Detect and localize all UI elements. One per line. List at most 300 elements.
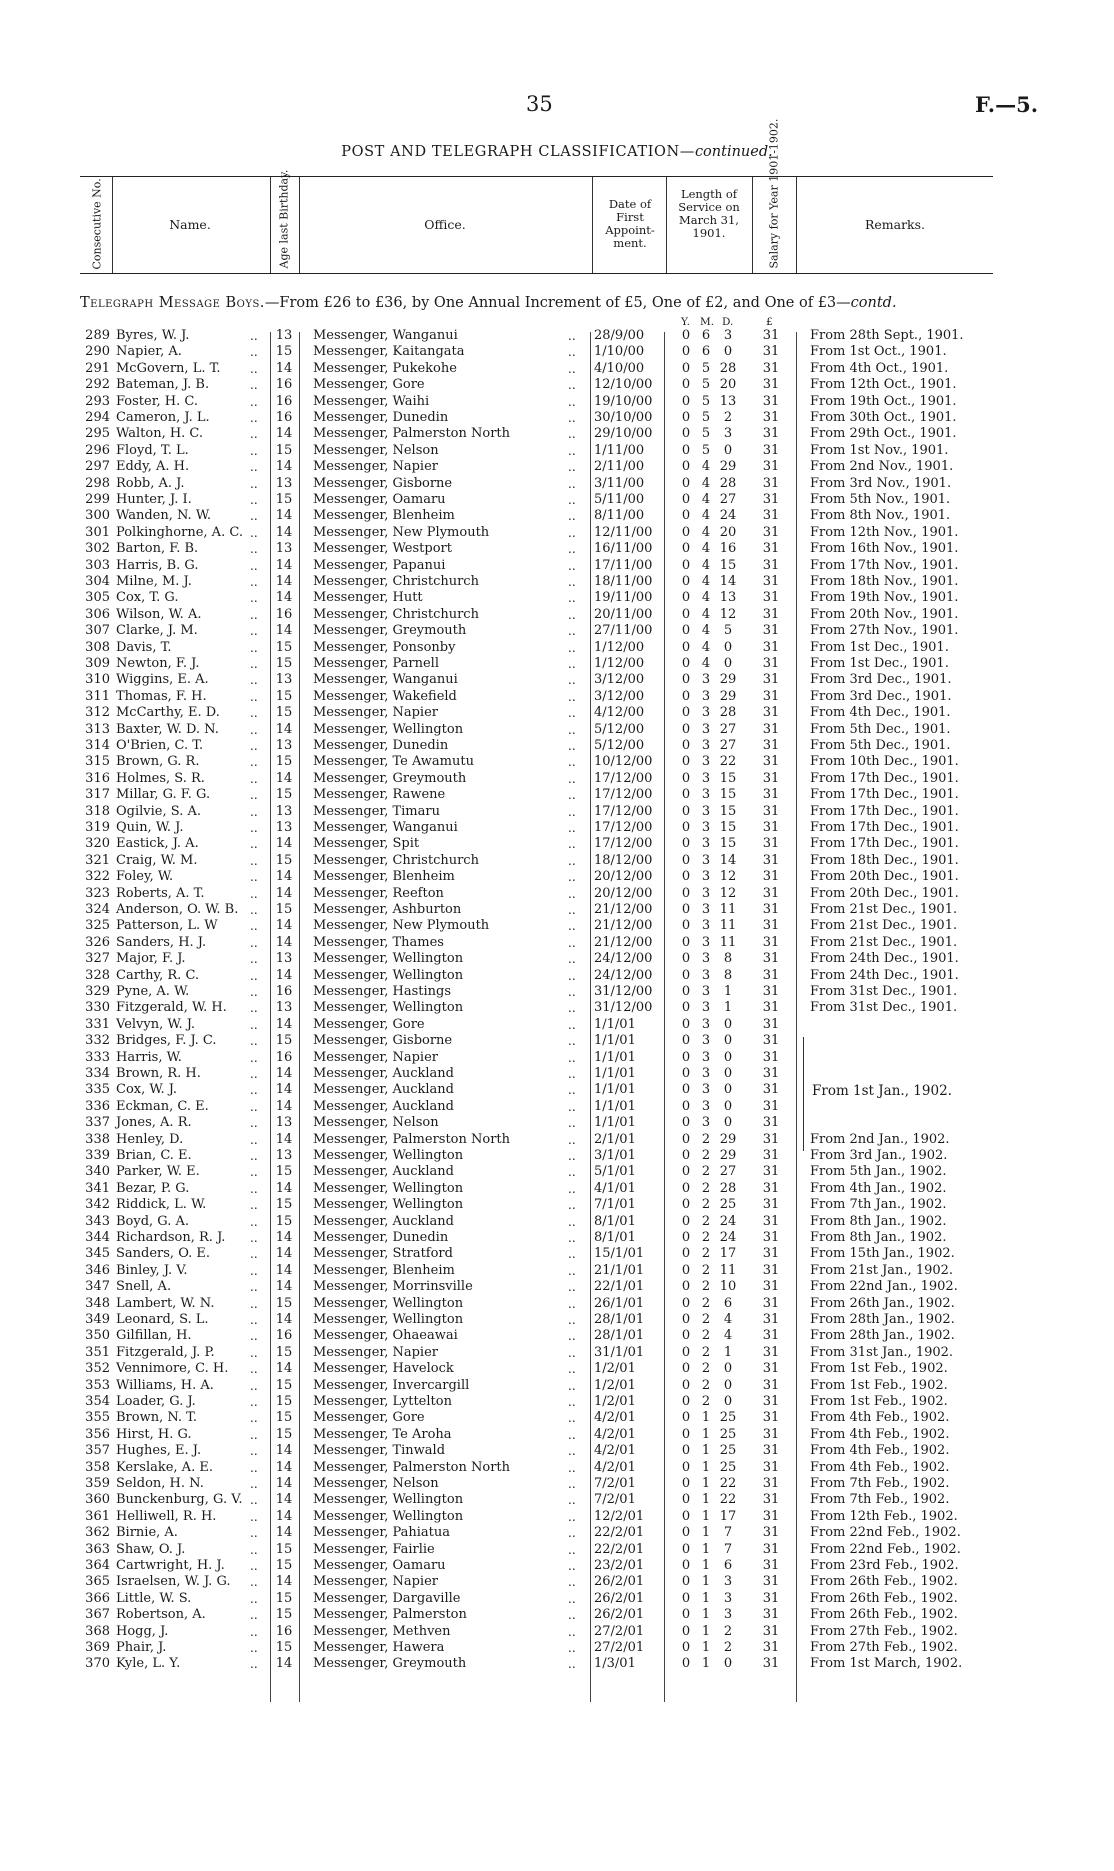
table-row [0,525,1114,541]
row-salary: 31 [762,1525,780,1541]
table-row [0,1394,1114,1410]
row-salary: 31 [762,1443,780,1459]
row-name: Snell, A. [116,1279,172,1295]
leader-dots: .. [250,673,258,688]
row-months: 2 [701,1197,711,1213]
table-row [0,902,1114,918]
table-row [0,705,1114,721]
row-months: 3 [701,820,711,835]
row-salary: 31 [762,902,780,917]
leader-dots: .. [568,1313,576,1327]
row-months: 2 [701,1164,711,1180]
row-years: 0 [681,442,691,458]
row-months: 3 [701,885,711,901]
row-years: 0 [681,1508,691,1524]
row-months: 3 [701,967,711,983]
row-remarks: From 20th Nov., 1901. [810,606,959,622]
row-years: 0 [681,1312,691,1327]
leader-dots: .. [250,1329,258,1344]
leader-dots: .. [568,903,576,917]
leader-dots: .. [568,935,576,950]
row-office: Messenger, Wellington [313,1295,464,1311]
row-remarks: From 18th Nov., 1901. [810,574,959,589]
row-name: Anderson, O. W. B. [116,902,239,917]
table-row [0,656,1114,672]
leader-dots: .. [250,919,258,934]
leader-dots: .. [568,1263,576,1278]
row-years: 0 [681,1016,691,1032]
row-days: 28 [719,705,737,721]
row-name: Shaw, O. J. [116,1541,186,1557]
table-row [0,1197,1114,1213]
row-remarks: From 30th Oct., 1901. [810,410,957,425]
leader-dots: .. [250,1280,258,1295]
row-days: 27 [719,738,737,753]
row-name: Walton, H. C. [116,426,204,442]
row-salary: 31 [762,426,780,442]
row-months: 3 [701,770,711,786]
row-years: 0 [681,1066,691,1081]
row-months: 2 [701,1148,711,1163]
row-remarks: From 7th Feb., 1902. [810,1476,950,1491]
row-days: 0 [723,1361,733,1377]
row-age: 13 [275,738,293,753]
row-name: Sanders, H. J. [116,934,207,950]
row-days: 29 [719,672,737,688]
row-date: 1/1/01 [594,1049,636,1065]
row-days: 20 [719,524,737,540]
row-remarks: From 17th Dec., 1901. [810,770,959,786]
row-office: Messenger, Gore [313,377,425,393]
leader-dots: .. [250,1313,258,1327]
row-name: Roberts, A. T. [116,885,205,901]
row-months: 3 [701,1049,711,1065]
table-row [0,672,1114,688]
leader-dots: .. [250,771,258,786]
row-days: 3 [723,1590,733,1606]
row-remarks: From 21st Dec., 1901. [810,934,958,950]
table-row [0,1017,1114,1033]
row-number: 335 [85,1082,110,1098]
leader-dots: .. [250,493,258,507]
bracket-remark: From 1st Jan., 1902. [812,1083,952,1099]
row-salary: 31 [762,1262,780,1278]
row-date: 28/1/01 [594,1312,645,1327]
leader-dots: .. [250,591,258,606]
row-number: 366 [85,1590,110,1606]
row-days: 8 [723,951,733,967]
table-row [0,640,1114,656]
row-name: Baxter, W. D. N. [116,721,219,737]
header-office: Office. [424,217,466,232]
row-salary: 31 [762,672,780,688]
row-salary: 31 [762,442,780,458]
row-office: Messenger, Hastings [313,984,451,999]
row-salary: 31 [762,524,780,540]
row-salary: 31 [762,1213,780,1229]
row-name: Major, F. J. [116,951,186,967]
leader-dots: .. [568,1001,576,1016]
row-months: 3 [701,1082,711,1098]
row-office: Messenger, Gisborne [313,1033,453,1049]
row-salary: 31 [762,492,780,507]
leader-dots: .. [568,1395,576,1409]
row-name: Patterson, L. W [116,918,218,934]
row-months: 4 [701,590,711,606]
row-salary: 31 [762,885,780,901]
row-date: 7/1/01 [594,1197,636,1213]
row-salary: 31 [762,393,780,409]
row-days: 0 [723,1656,733,1672]
row-number: 290 [85,344,110,360]
row-date: 22/2/01 [594,1541,645,1557]
row-months: 3 [701,738,711,753]
row-salary: 31 [762,738,780,753]
row-days: 2 [723,1640,733,1655]
row-years: 0 [681,656,691,671]
leader-dots: .. [250,345,258,360]
leader-dots: .. [568,1329,576,1344]
row-name: Holmes, S. R. [116,770,205,786]
row-days: 11 [719,902,737,917]
row-age: 16 [275,606,293,622]
row-years: 0 [681,1476,691,1491]
row-remarks: From 28th Sept., 1901. [810,328,964,343]
row-months: 2 [701,1295,711,1311]
row-number: 349 [85,1312,110,1327]
row-number: 352 [85,1361,110,1377]
row-months: 1 [701,1525,711,1541]
unit-months: M. [700,316,715,328]
row-remarks: From 24th Dec., 1901. [810,967,959,983]
row-age: 14 [275,623,293,639]
row-months: 3 [701,1033,711,1049]
row-remarks: From 8th Jan., 1902. [810,1213,947,1229]
table-row [0,1525,1114,1541]
row-number: 356 [85,1426,110,1442]
leader-dots: .. [250,1099,258,1114]
row-years: 0 [681,705,691,721]
row-name: Fitzgerald, J. P. [116,1344,215,1360]
leader-dots: .. [250,378,258,393]
row-number: 334 [85,1066,110,1081]
row-salary: 31 [762,557,780,573]
row-age: 14 [275,1508,293,1524]
table-row [0,1460,1114,1476]
leader-dots: .. [250,1542,258,1557]
row-years: 0 [681,951,691,967]
page-title [0,144,1114,160]
leader-dots: .. [250,427,258,442]
row-date: 1/1/01 [594,1082,636,1098]
row-salary: 31 [762,1410,780,1426]
row-number: 331 [85,1016,110,1032]
row-remarks: From 17th Dec., 1901. [810,836,959,852]
row-remarks: From 12th Oct., 1901. [810,377,957,393]
section-scale: —From £26 to £36, by One Annual Increment of £5, One of £2, and One of £3— [264,295,851,311]
row-date: 28/1/01 [594,1328,645,1344]
row-days: 25 [719,1426,737,1442]
row-office: Messenger, Pahiatua [313,1525,451,1541]
row-remarks: From 7th Jan., 1902. [810,1197,947,1213]
row-number: 291 [85,360,110,376]
row-salary: 31 [762,820,780,835]
leader-dots: .. [568,1067,576,1081]
row-office: Messenger, Gore [313,1016,425,1032]
leader-dots: .. [250,1149,258,1163]
row-date: 4/10/00 [594,360,645,376]
row-age: 16 [275,1623,293,1639]
row-number: 362 [85,1525,110,1541]
row-name: Hunter, J. I. [116,492,192,507]
leader-dots: .. [250,525,258,540]
row-name: Kyle, L. Y. [116,1656,181,1672]
row-age: 16 [275,377,293,393]
leader-dots: .. [568,1477,576,1491]
row-number: 322 [85,869,110,885]
row-number: 344 [85,1230,110,1245]
row-name: Bunckenburg, G. V. [116,1492,243,1508]
leader-dots: .. [250,1001,258,1016]
table-row [0,1214,1114,1230]
row-number: 355 [85,1410,110,1426]
row-days: 0 [723,1033,733,1049]
row-remarks: From 19th Oct., 1901. [810,393,957,409]
row-months: 3 [701,803,711,819]
row-date: 20/12/00 [594,885,653,901]
table-row [0,1378,1114,1394]
table-row [0,1427,1114,1443]
row-office: Messenger, Blenheim [313,869,455,885]
leader-dots: .. [568,689,576,704]
row-years: 0 [681,492,691,507]
row-number: 337 [85,1115,110,1131]
row-remarks: From 20th Dec., 1901. [810,885,959,901]
row-days: 0 [723,1066,733,1081]
table-row [0,1000,1114,1016]
row-days: 11 [719,918,737,934]
row-years: 0 [681,754,691,770]
row-date: 8/11/00 [594,508,645,524]
row-office: Messenger, Reefton [313,885,444,901]
row-months: 2 [701,1361,711,1377]
leader-dots: .. [250,1181,258,1196]
row-years: 0 [681,721,691,737]
row-months: 3 [701,672,711,688]
row-age: 15 [275,1558,293,1573]
row-number: 360 [85,1492,110,1508]
row-days: 29 [719,1148,737,1163]
row-remarks: From 31st Jan., 1902. [810,1344,954,1360]
table-row [0,1361,1114,1377]
row-age: 14 [275,967,293,983]
header-divider [796,177,797,273]
header-bottom-rule [80,273,993,274]
leader-dots: .. [568,1296,576,1311]
row-number: 299 [85,492,110,507]
row-age: 15 [275,1377,293,1393]
row-years: 0 [681,934,691,950]
leader-dots: .. [250,411,258,425]
row-age: 14 [275,1361,293,1377]
row-number: 368 [85,1623,110,1639]
row-number: 361 [85,1508,110,1524]
row-office: Messenger, Blenheim [313,508,455,524]
row-date: 23/2/01 [594,1558,645,1573]
row-office: Messenger, Wakefield [313,688,457,704]
row-office: Messenger, Stratford [313,1246,453,1262]
row-days: 10 [719,1279,737,1295]
row-months: 2 [701,1180,711,1196]
row-office: Messenger, Palmerston North [313,1459,511,1475]
row-salary: 31 [762,1164,780,1180]
leader-dots: .. [250,1247,258,1262]
leader-dots: .. [250,1083,258,1098]
row-salary: 31 [762,475,780,491]
row-remarks: From 22nd Feb., 1902. [810,1541,961,1557]
table-row [0,1509,1114,1525]
row-remarks: From 2nd Jan., 1902. [810,1131,950,1147]
table-row [0,1476,1114,1492]
row-days: 29 [719,688,737,704]
row-name: Lambert, W. N. [116,1295,215,1311]
row-number: 295 [85,426,110,442]
row-age: 13 [275,820,293,835]
row-age: 13 [275,803,293,819]
leader-dots: .. [568,443,576,458]
row-date: 17/12/00 [594,787,653,803]
table-row [0,1410,1114,1426]
row-office: Messenger, Napier [313,705,438,721]
row-remarks: From 16th Nov., 1901. [810,541,959,557]
row-name: Eastick, J. A. [116,836,199,852]
row-salary: 31 [762,1016,780,1032]
row-days: 6 [723,1295,733,1311]
row-date: 28/9/00 [594,328,645,343]
row-years: 0 [681,1492,691,1508]
row-number: 308 [85,639,110,655]
header-length: Length of Service on March 31, 1901. [678,187,740,240]
leader-dots: .. [568,329,576,343]
leader-dots: .. [568,771,576,786]
row-number: 370 [85,1656,110,1672]
leader-dots: .. [568,1411,576,1426]
row-office: Messenger, Christchurch [313,574,479,589]
row-months: 3 [701,754,711,770]
table-row [0,1558,1114,1574]
row-age: 14 [275,721,293,737]
row-remarks: From 26th Feb., 1902. [810,1574,958,1590]
row-date: 15/1/01 [594,1246,645,1262]
row-salary: 31 [762,1312,780,1327]
row-age: 13 [275,1000,293,1016]
row-remarks: From 4th Oct., 1901. [810,360,949,376]
row-months: 5 [701,426,711,442]
row-years: 0 [681,738,691,753]
row-date: 1/1/01 [594,1016,636,1032]
row-salary: 31 [762,1328,780,1344]
row-years: 0 [681,1279,691,1295]
row-days: 15 [719,803,737,819]
leader-dots: .. [250,1411,258,1426]
row-name: Hirst, H. G. [116,1426,192,1442]
row-number: 316 [85,770,110,786]
row-age: 15 [275,1213,293,1229]
row-salary: 31 [762,934,780,950]
row-days: 22 [719,1476,737,1491]
table-row [0,869,1114,885]
row-date: 5/12/00 [594,721,645,737]
row-years: 0 [681,1656,691,1672]
table-row [0,1624,1114,1640]
row-remarks: From 4th Feb., 1902. [810,1443,950,1459]
table-row [0,787,1114,803]
row-months: 1 [701,1476,711,1491]
row-office: Messenger, Palmerston North [313,1131,511,1147]
row-days: 14 [719,852,737,868]
leader-dots: .. [250,788,258,803]
row-number: 296 [85,442,110,458]
row-days: 0 [723,1115,733,1131]
leader-dots: .. [250,804,258,819]
row-years: 0 [681,1541,691,1557]
row-number: 320 [85,836,110,852]
table-row [0,1345,1114,1361]
leader-dots: .. [250,1559,258,1573]
table-row [0,968,1114,984]
table-row [0,1181,1114,1197]
row-years: 0 [681,902,691,917]
unit-years: Y. [681,316,690,328]
row-age: 16 [275,1328,293,1344]
table-row [0,508,1114,524]
leader-dots: .. [250,821,258,835]
leader-dots: .. [250,1378,258,1393]
row-years: 0 [681,1082,691,1098]
leader-dots: .. [250,837,258,852]
row-years: 0 [681,672,691,688]
row-years: 0 [681,967,691,983]
row-name: Boyd, G. A. [116,1213,190,1229]
unit-days: D. [722,316,734,328]
row-years: 0 [681,820,691,835]
row-months: 1 [701,1656,711,1672]
row-date: 31/1/01 [594,1344,645,1360]
row-years: 0 [681,459,691,475]
leader-dots: .. [568,525,576,540]
row-age: 14 [275,459,293,475]
header-consecutive-no: Consecutive No. [90,178,104,270]
row-months: 4 [701,524,711,540]
row-name: Phair, J. [116,1640,167,1655]
row-salary: 31 [762,1492,780,1508]
row-age: 13 [275,475,293,491]
row-office: Messenger, Napier [313,1344,438,1360]
leader-dots: .. [568,1641,576,1655]
row-years: 0 [681,688,691,704]
row-name: Foster, H. C. [116,393,198,409]
row-age: 15 [275,1164,293,1180]
row-office: Messenger, Wellington [313,967,464,983]
row-remarks: From 1st Dec., 1901. [810,639,949,655]
row-months: 3 [701,951,711,967]
row-office: Messenger, Te Awamutu [313,754,474,770]
row-date: 17/12/00 [594,770,653,786]
row-days: 28 [719,1180,737,1196]
row-salary: 31 [762,1180,780,1196]
row-days: 27 [719,1164,737,1180]
row-office: Messenger, Hawera [313,1640,445,1655]
